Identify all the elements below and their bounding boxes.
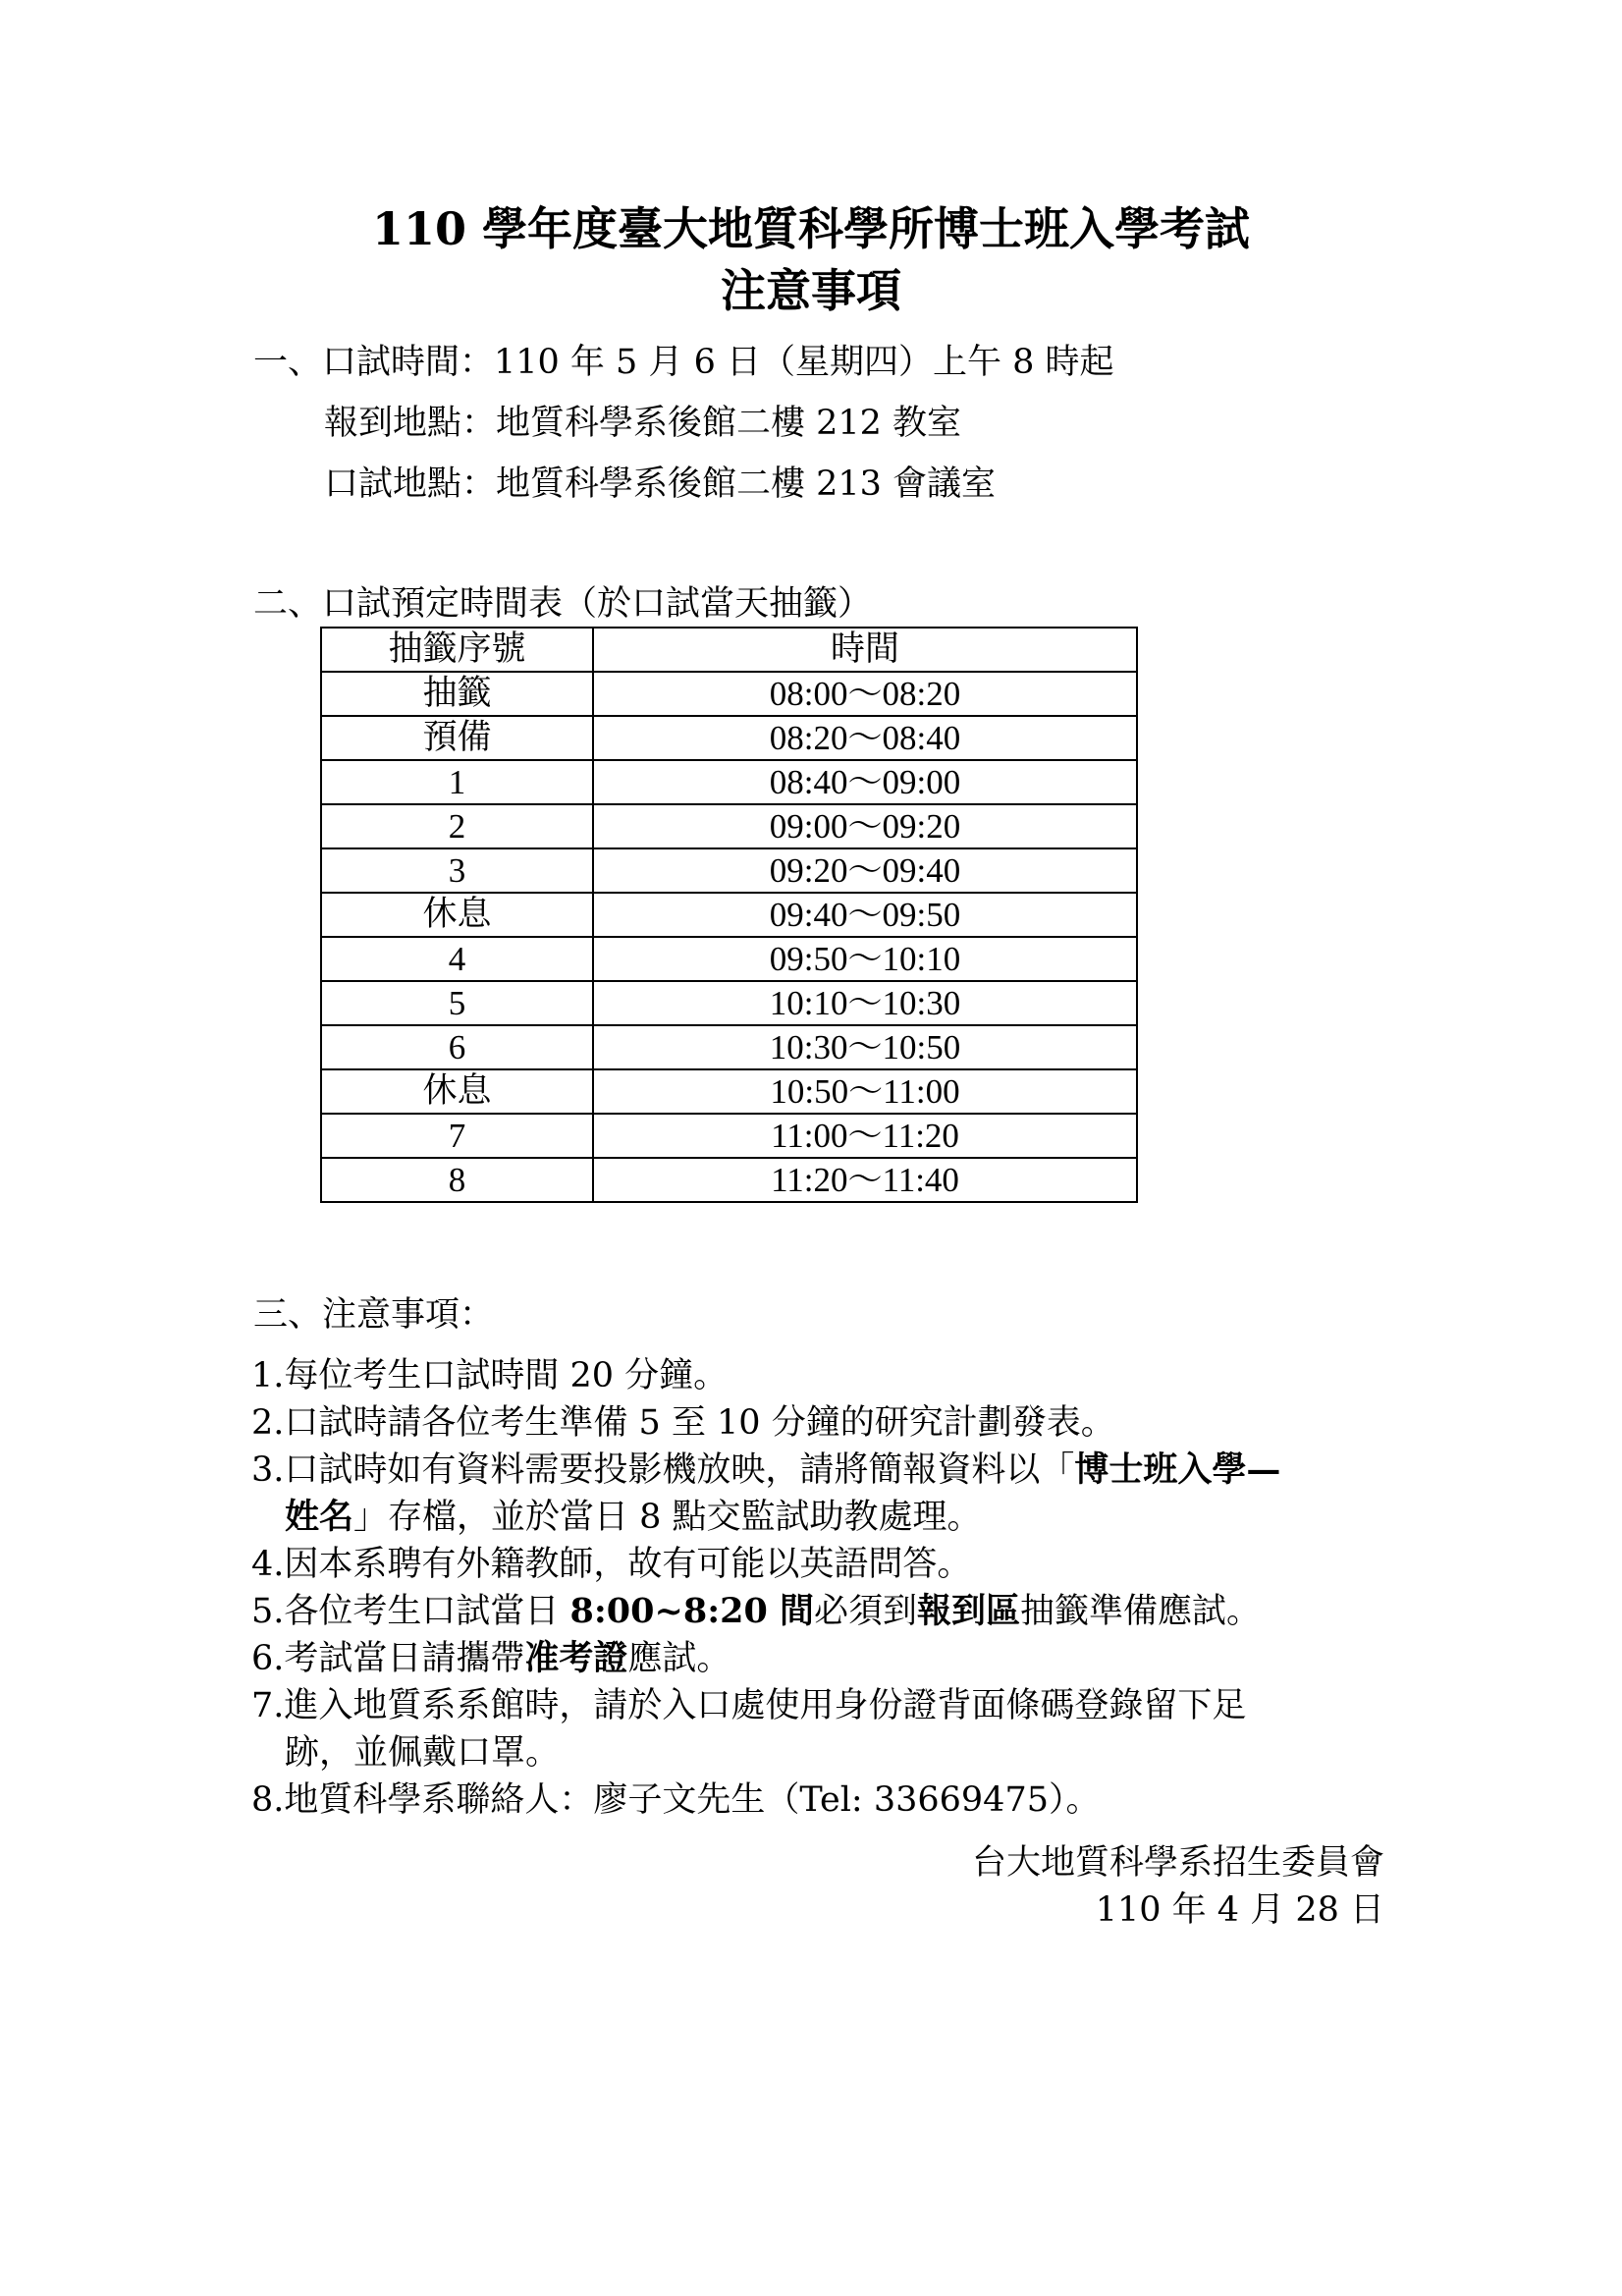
- signature-date: 110 年 4 月 28 日: [1095, 1890, 1384, 1930]
- schedule-heading: 二、口試預定時間表（於口試當天抽籤）: [253, 584, 873, 624]
- table-row: [321, 937, 1137, 981]
- draw-number-cell: 6: [321, 1025, 593, 1069]
- note-item-6-text2: 應試。: [627, 1639, 731, 1678]
- table-header-row: [321, 628, 1137, 672]
- draw-number-cell: 休息: [321, 893, 593, 937]
- draw-number-cell: 2: [321, 804, 593, 848]
- note-item-6-bold: 准考證: [524, 1638, 628, 1678]
- draw-number-cell: 3: [321, 848, 593, 893]
- table-row: [321, 1158, 1137, 1202]
- time-cell: 11:20～11:40: [593, 1158, 1137, 1202]
- document-subtitle: 注意事項: [721, 264, 901, 317]
- time-cell: 09:40～09:50: [593, 893, 1137, 937]
- note-item-3-line1: [251, 1448, 1280, 1493]
- note-item-5-bold-area: 報到區: [917, 1591, 1021, 1631]
- header-draw-number: 抽籤序號: [321, 628, 593, 672]
- note-item-2: 2.口試時請各位考生準備 5 至 10 分鐘的研究計劃發表。: [251, 1403, 1115, 1443]
- draw-number-cell: 休息: [321, 1069, 593, 1114]
- time-cell: 08:00～08:20: [593, 672, 1137, 716]
- time-cell: 09:00～09:20: [593, 804, 1137, 848]
- note-item-5-text3: 抽籤準備應試。: [1020, 1592, 1262, 1631]
- draw-number-cell: 7: [321, 1114, 593, 1158]
- note-item-7-line1: 7.進入地質系系館時，請於入口處使用身份證背面條碼登錄留下足: [251, 1686, 1247, 1725]
- time-cell: 10:10～10:30: [593, 981, 1137, 1025]
- draw-number-cell: 4: [321, 937, 593, 981]
- table-row: [321, 1025, 1137, 1069]
- time-cell: 11:00～11:20: [593, 1114, 1137, 1158]
- note-item-5: [251, 1589, 1261, 1634]
- document-title: 110 學年度臺大地質科學所博士班入學考試: [371, 202, 1251, 255]
- draw-number-cell: 5: [321, 981, 593, 1025]
- table-row: [321, 1069, 1137, 1114]
- note-item-3-text-cont: 」存檔，並於當日 8 點交監試助教處理。: [353, 1498, 982, 1537]
- note-item-7-line2: 跡，並佩戴口罩。: [285, 1733, 561, 1773]
- time-cell: 09:20～09:40: [593, 848, 1137, 893]
- table-row: [321, 893, 1137, 937]
- table-row: [321, 848, 1137, 893]
- table-row: [321, 672, 1137, 716]
- signature-org: 台大地質科學系招生委員會: [971, 1843, 1384, 1883]
- check-in-location-line: 報到地點：地質科學系後館二樓 212 教室: [324, 404, 962, 443]
- draw-number-cell: 1: [321, 760, 593, 804]
- table-row: [321, 1114, 1137, 1158]
- draw-number-cell: 抽籤: [321, 672, 593, 716]
- draw-number-cell: 8: [321, 1158, 593, 1202]
- time-cell: 10:30～10:50: [593, 1025, 1137, 1069]
- note-item-3-bold: 博士班入學—: [1074, 1449, 1281, 1490]
- schedule-table: [320, 627, 1138, 1203]
- time-cell: 09:50～10:10: [593, 937, 1137, 981]
- table-row: [321, 981, 1137, 1025]
- header-time: 時間: [593, 628, 1137, 672]
- note-item-8: 8.地質科學系聯絡人：廖子文先生（Tel: 33669475）。: [251, 1780, 1101, 1820]
- note-item-6: [251, 1636, 730, 1681]
- time-cell: 08:40～09:00: [593, 760, 1137, 804]
- table-row: [321, 716, 1137, 760]
- note-item-3-line2: [285, 1495, 982, 1540]
- note-item-6-text: 6.考試當日請攜帶: [251, 1639, 525, 1678]
- exam-location-line: 口試地點：地質科學系後館二樓 213 會議室: [324, 465, 997, 504]
- note-item-4: 4.因本系聘有外籍教師，故有可能以英語問答。: [251, 1545, 972, 1584]
- note-item-5-text: 5.各位考生口試當日: [251, 1592, 570, 1631]
- note-item-5-text2: 必須到: [814, 1592, 918, 1631]
- table-row: [321, 804, 1137, 848]
- note-item-5-bold-time: 8:00~8:20 間: [569, 1591, 815, 1631]
- note-item-1: 1.每位考生口試時間 20 分鐘。: [251, 1356, 729, 1395]
- draw-number-cell: 預備: [321, 716, 593, 760]
- time-cell: 10:50～11:00: [593, 1069, 1137, 1114]
- table-row: [321, 760, 1137, 804]
- note-item-3-text: 3.口試時如有資料需要投影機放映，請將簡報資料以「: [251, 1450, 1075, 1490]
- exam-time-line: 一、口試時間：110 年 5 月 6 日（星期四）上午 8 時起: [253, 343, 1114, 382]
- time-cell: 08:20～08:40: [593, 716, 1137, 760]
- note-item-3-bold-name: 姓名: [285, 1497, 354, 1537]
- notes-heading: 三、注意事項：: [253, 1295, 495, 1335]
